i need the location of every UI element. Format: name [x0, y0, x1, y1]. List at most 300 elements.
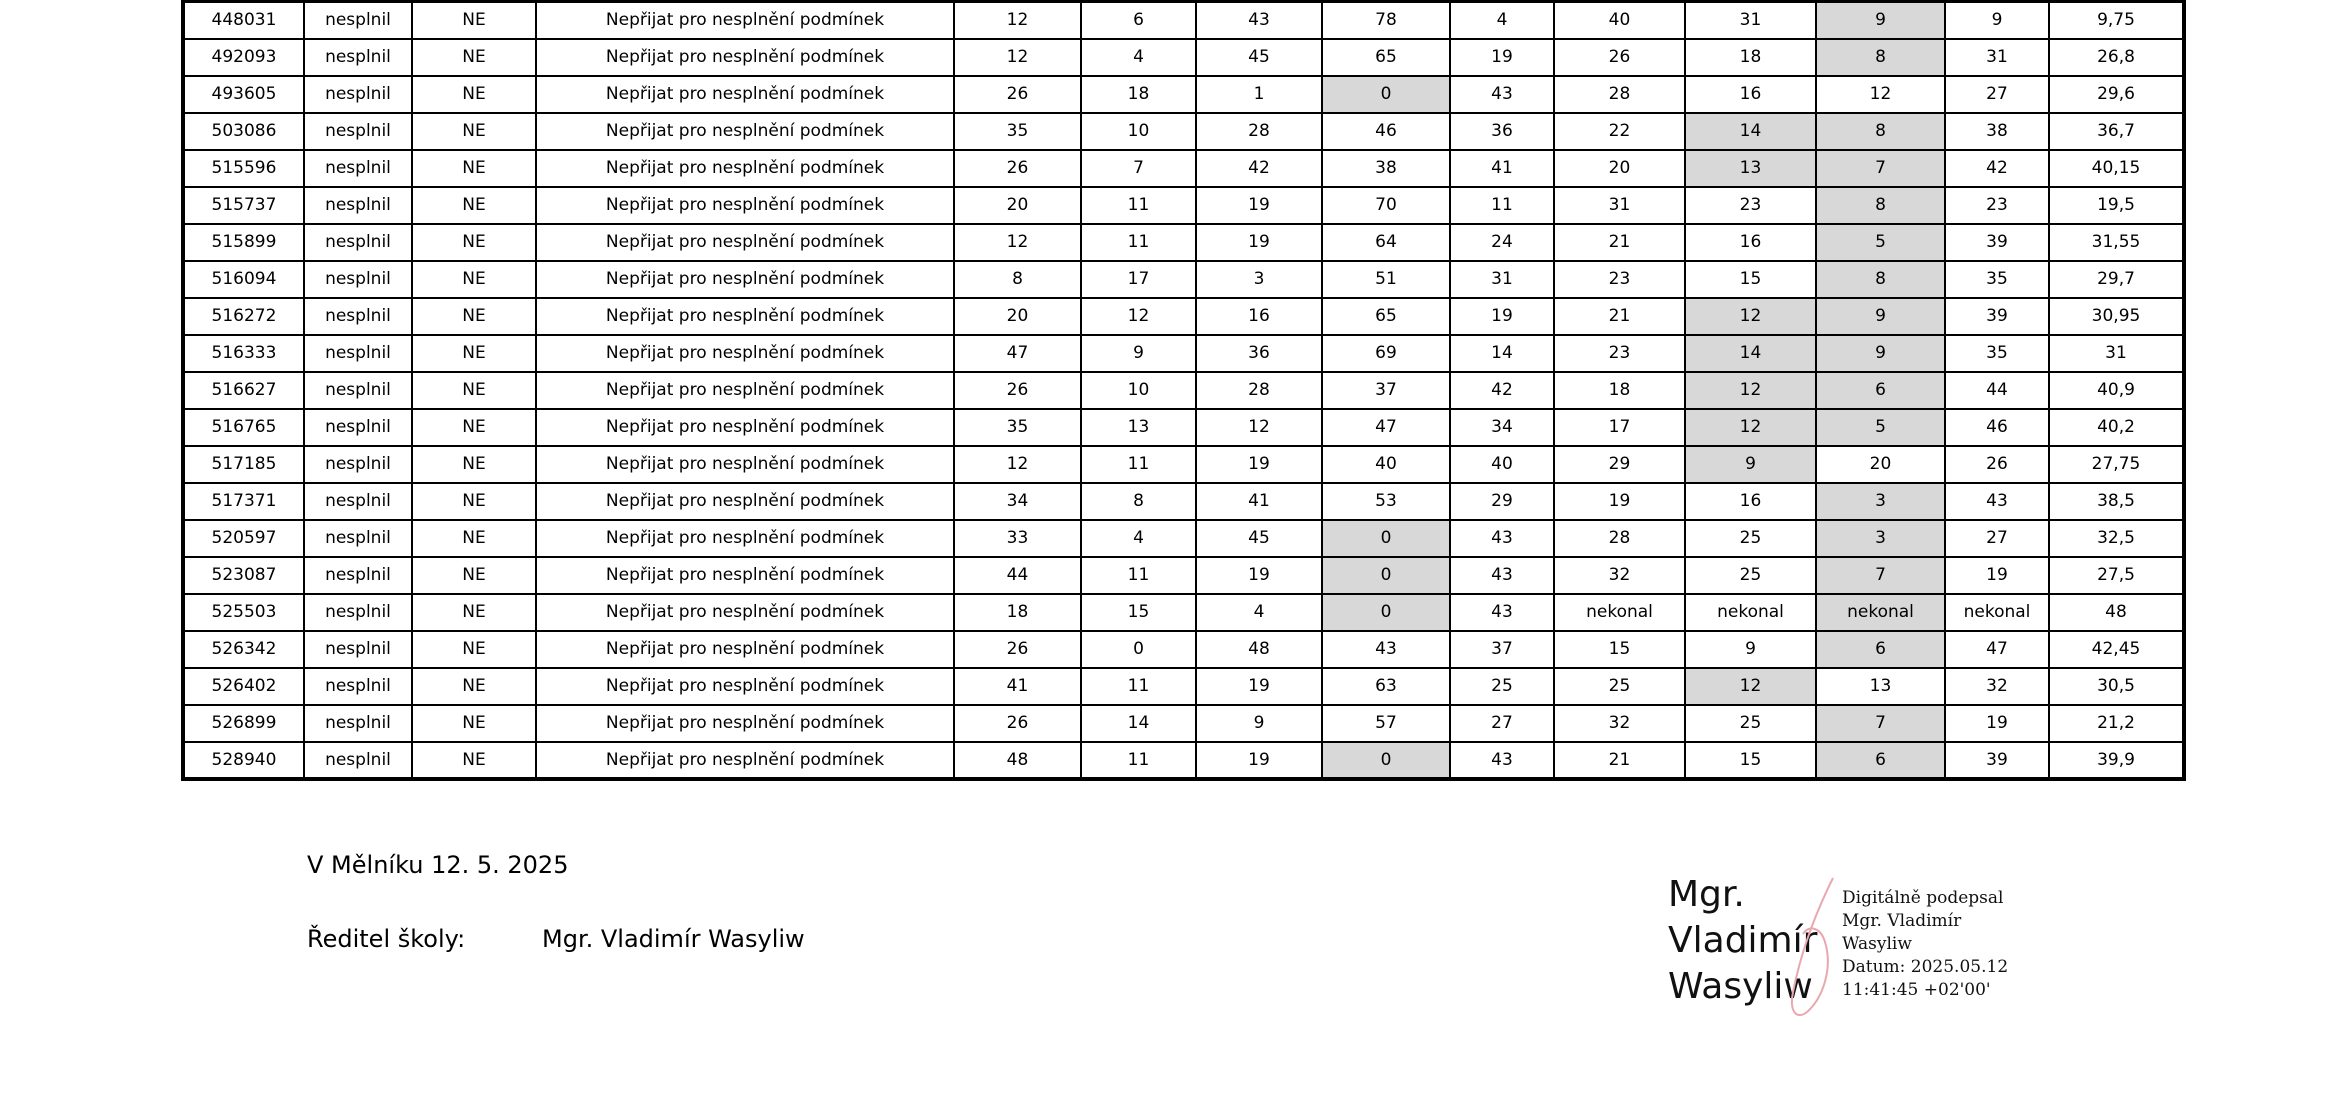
table-cell: 32,5	[2049, 520, 2184, 557]
table-cell: 19	[1196, 224, 1322, 261]
table-cell: 43	[1450, 520, 1554, 557]
table-cell: 19	[1196, 187, 1322, 224]
table-cell: 42,45	[2049, 631, 2184, 668]
table-cell: 34	[1450, 409, 1554, 446]
table-row	[183, 76, 2184, 113]
table-cell: 42	[1196, 150, 1322, 187]
table-cell: Nepřijat pro nesplnění podmínek	[536, 2, 954, 39]
signature-detail-line: 11:41:45 +02'00'	[1842, 980, 1991, 1000]
table-cell: 9	[1196, 705, 1322, 742]
table-cell: 46	[1945, 409, 2049, 446]
table-cell: 18	[1685, 39, 1816, 76]
director-name: Mgr. Vladimír Wasyliw	[542, 925, 805, 953]
table-cell: Nepřijat pro nesplnění podmínek	[536, 76, 954, 113]
table-cell: 26	[954, 372, 1081, 409]
table-cell: Nepřijat pro nesplnění podmínek	[536, 372, 954, 409]
table-cell: 40,2	[2049, 409, 2184, 446]
table-cell: 8	[954, 261, 1081, 298]
table-cell: 13	[1081, 409, 1196, 446]
table-cell: 11	[1081, 446, 1196, 483]
table-cell: Nepřijat pro nesplnění podmínek	[536, 298, 954, 335]
table-cell: 15	[1081, 594, 1196, 631]
table-cell: 516094	[183, 261, 304, 298]
table-cell: nesplnil	[304, 335, 412, 372]
table-cell: NE	[412, 2, 536, 39]
table-cell: 12	[954, 446, 1081, 483]
table-row	[183, 631, 2184, 668]
table-cell: 15	[1685, 742, 1816, 779]
table-cell: 10	[1081, 113, 1196, 150]
table-cell: 5	[1816, 224, 1945, 261]
table-cell: 40,9	[2049, 372, 2184, 409]
table-cell: nesplnil	[304, 557, 412, 594]
table-cell: 51	[1322, 261, 1450, 298]
table-cell: 24	[1450, 224, 1554, 261]
table-cell: 12	[954, 224, 1081, 261]
table-cell: NE	[412, 150, 536, 187]
table-cell: 4	[1081, 39, 1196, 76]
table-cell: 15	[1554, 631, 1685, 668]
table-cell: 38,5	[2049, 483, 2184, 520]
table-cell: Nepřijat pro nesplnění podmínek	[536, 705, 954, 742]
table-cell: 22	[1554, 113, 1685, 150]
table-cell: Nepřijat pro nesplnění podmínek	[536, 742, 954, 779]
table-cell: 48	[1196, 631, 1322, 668]
table-cell: 78	[1322, 2, 1450, 39]
table-cell: 19,5	[2049, 187, 2184, 224]
table-cell: 64	[1322, 224, 1450, 261]
table-cell: 27,5	[2049, 557, 2184, 594]
table-cell: 515737	[183, 187, 304, 224]
table-cell: 47	[954, 335, 1081, 372]
table-cell: 6	[1816, 372, 1945, 409]
table-cell: 45	[1196, 520, 1322, 557]
table-cell: 48	[2049, 594, 2184, 631]
table-cell: 29	[1554, 446, 1685, 483]
table-cell: 30,5	[2049, 668, 2184, 705]
table-cell: 20	[954, 298, 1081, 335]
table-cell: NE	[412, 39, 536, 76]
table-cell: 515596	[183, 150, 304, 187]
table-cell: 36	[1450, 113, 1554, 150]
table-cell: 12	[1816, 76, 1945, 113]
table-cell: 11	[1081, 742, 1196, 779]
table-cell: 40	[1554, 2, 1685, 39]
table-cell: 16	[1685, 224, 1816, 261]
table-cell: Nepřijat pro nesplnění podmínek	[536, 446, 954, 483]
table-cell: NE	[412, 557, 536, 594]
table-cell: NE	[412, 520, 536, 557]
table-cell: Nepřijat pro nesplnění podmínek	[536, 631, 954, 668]
table-cell: 65	[1322, 298, 1450, 335]
table-cell: 16	[1196, 298, 1322, 335]
table-cell: 3	[1816, 520, 1945, 557]
signature-detail-line: Wasyliw	[1842, 934, 1912, 954]
table-cell: 14	[1450, 335, 1554, 372]
table-cell: 39,9	[2049, 742, 2184, 779]
table-cell: 26	[954, 705, 1081, 742]
table-cell: 29	[1450, 483, 1554, 520]
table-cell: nesplnil	[304, 594, 412, 631]
table-cell: nesplnil	[304, 150, 412, 187]
table-cell: 39	[1945, 298, 2049, 335]
table-cell: 20	[1816, 446, 1945, 483]
table-cell: 44	[1945, 372, 2049, 409]
table-cell: 27	[1945, 76, 2049, 113]
table-cell: 26	[1945, 446, 2049, 483]
table-cell: Nepřijat pro nesplnění podmínek	[536, 224, 954, 261]
table-cell: 448031	[183, 2, 304, 39]
table-cell: 43	[1450, 557, 1554, 594]
table-cell: NE	[412, 298, 536, 335]
table-row	[183, 261, 2184, 298]
table-cell: 523087	[183, 557, 304, 594]
table-cell: 25	[1450, 668, 1554, 705]
table-cell: 14	[1685, 335, 1816, 372]
table-cell: Nepřijat pro nesplnění podmínek	[536, 409, 954, 446]
table-cell: 29,7	[2049, 261, 2184, 298]
table-cell: 40	[1450, 446, 1554, 483]
table-cell: 26	[1554, 39, 1685, 76]
table-cell: 29,6	[2049, 76, 2184, 113]
table-cell: Nepřijat pro nesplnění podmínek	[536, 594, 954, 631]
signature-detail-line: Digitálně podepsal	[1842, 888, 2004, 908]
table-row	[183, 557, 2184, 594]
table-cell: 32	[1554, 557, 1685, 594]
results-table-body	[183, 2, 2184, 779]
table-cell: 12	[1685, 409, 1816, 446]
table-cell: 7	[1816, 557, 1945, 594]
table-cell: 40,15	[2049, 150, 2184, 187]
table-cell: 43	[1450, 594, 1554, 631]
table-cell: 516333	[183, 335, 304, 372]
table-cell: 520597	[183, 520, 304, 557]
table-cell: 20	[954, 187, 1081, 224]
table-cell: NE	[412, 594, 536, 631]
digital-signature	[1668, 872, 2008, 1032]
table-cell: 28	[1554, 520, 1685, 557]
table-cell: 35	[954, 113, 1081, 150]
table-cell: 517371	[183, 483, 304, 520]
table-cell: 31	[1945, 39, 2049, 76]
table-cell: 42	[1945, 150, 2049, 187]
table-cell: nesplnil	[304, 39, 412, 76]
table-cell: 526899	[183, 705, 304, 742]
director-label: Ředitel školy:	[307, 925, 466, 953]
table-cell: 53	[1322, 483, 1450, 520]
table-cell: 41	[1196, 483, 1322, 520]
table-cell: 23	[1554, 261, 1685, 298]
table-cell: 6	[1816, 631, 1945, 668]
table-cell: nesplnil	[304, 261, 412, 298]
table-cell: 9	[1816, 335, 1945, 372]
table-cell: nekonal	[1685, 594, 1816, 631]
table-cell: Nepřijat pro nesplnění podmínek	[536, 39, 954, 76]
table-cell: 12	[1685, 372, 1816, 409]
table-cell: 23	[1685, 187, 1816, 224]
table-cell: 19	[1554, 483, 1685, 520]
table-cell: 38	[1945, 113, 2049, 150]
signature-flourish-icon	[1763, 872, 1853, 1022]
table-cell: 9	[1685, 446, 1816, 483]
table-cell: 37	[1322, 372, 1450, 409]
table-cell: 43	[1450, 742, 1554, 779]
table-cell: Nepřijat pro nesplnění podmínek	[536, 261, 954, 298]
table-cell: 6	[1816, 742, 1945, 779]
table-cell: 30,95	[2049, 298, 2184, 335]
table-cell: nesplnil	[304, 483, 412, 520]
table-cell: 4	[1081, 520, 1196, 557]
table-cell: nekonal	[1554, 594, 1685, 631]
table-row	[183, 2, 2184, 39]
table-cell: nesplnil	[304, 409, 412, 446]
table-cell: 11	[1081, 187, 1196, 224]
table-cell: 21	[1554, 298, 1685, 335]
table-cell: 3	[1196, 261, 1322, 298]
table-cell: 7	[1816, 705, 1945, 742]
table-cell: Nepřijat pro nesplnění podmínek	[536, 668, 954, 705]
signature-name-line: Mgr.	[1668, 874, 1745, 915]
table-cell: 528940	[183, 742, 304, 779]
table-cell: 63	[1322, 668, 1450, 705]
signature-name-line: Wasyliw	[1668, 966, 1813, 1007]
table-cell: 47	[1322, 409, 1450, 446]
table-cell: 19	[1196, 446, 1322, 483]
table-row	[183, 150, 2184, 187]
table-cell: 28	[1196, 113, 1322, 150]
table-cell: NE	[412, 372, 536, 409]
table-row	[183, 446, 2184, 483]
table-cell: nesplnil	[304, 224, 412, 261]
table-row	[183, 39, 2184, 76]
table-cell: 11	[1081, 224, 1196, 261]
table-cell: 26	[954, 150, 1081, 187]
table-cell: 503086	[183, 113, 304, 150]
table-cell: 526342	[183, 631, 304, 668]
table-cell: 9,75	[2049, 2, 2184, 39]
table-cell: 35	[954, 409, 1081, 446]
table-cell: 57	[1322, 705, 1450, 742]
table-cell: 43	[1322, 631, 1450, 668]
table-row	[183, 335, 2184, 372]
table-cell: 25	[1685, 520, 1816, 557]
table-cell: 12	[954, 2, 1081, 39]
table-cell: 19	[1945, 557, 2049, 594]
table-cell: 526402	[183, 668, 304, 705]
table-cell: 31	[1685, 2, 1816, 39]
table-cell: 4	[1196, 594, 1322, 631]
table-cell: 65	[1322, 39, 1450, 76]
table-cell: 9	[1816, 298, 1945, 335]
table-cell: 8	[1816, 113, 1945, 150]
table-cell: Nepřijat pro nesplnění podmínek	[536, 557, 954, 594]
place-date: V Mělníku 12. 5. 2025	[307, 851, 569, 879]
table-cell: NE	[412, 409, 536, 446]
table-cell: nesplnil	[304, 446, 412, 483]
table-cell: 0	[1081, 631, 1196, 668]
table-cell: nesplnil	[304, 113, 412, 150]
table-cell: Nepřijat pro nesplnění podmínek	[536, 113, 954, 150]
table-cell: 43	[1196, 2, 1322, 39]
table-cell: NE	[412, 446, 536, 483]
table-cell: 47	[1945, 631, 2049, 668]
table-cell: 525503	[183, 594, 304, 631]
table-cell: 69	[1322, 335, 1450, 372]
table-cell: 46	[1322, 113, 1450, 150]
table-cell: 23	[1945, 187, 2049, 224]
table-cell: 12	[1196, 409, 1322, 446]
table-row	[183, 594, 2184, 631]
table-row	[183, 187, 2184, 224]
table-cell: 43	[1450, 76, 1554, 113]
table-cell: 0	[1322, 742, 1450, 779]
table-cell: 19	[1196, 668, 1322, 705]
table-cell: 515899	[183, 224, 304, 261]
table-cell: NE	[412, 187, 536, 224]
table-cell: 516272	[183, 298, 304, 335]
table-cell: 21	[1554, 742, 1685, 779]
table-cell: 31	[2049, 335, 2184, 372]
table-cell: 21	[1554, 224, 1685, 261]
table-cell: 5	[1816, 409, 1945, 446]
table-cell: 12	[1685, 668, 1816, 705]
table-cell: nesplnil	[304, 631, 412, 668]
table-cell: 1	[1196, 76, 1322, 113]
table-cell: nesplnil	[304, 742, 412, 779]
table-cell: 11	[1081, 668, 1196, 705]
table-cell: 0	[1322, 76, 1450, 113]
table-row	[183, 409, 2184, 446]
table-cell: 27,75	[2049, 446, 2184, 483]
table-cell: 11	[1450, 187, 1554, 224]
table-cell: 9	[1945, 2, 2049, 39]
table-cell: 33	[954, 520, 1081, 557]
table-cell: 44	[954, 557, 1081, 594]
table-cell: 41	[954, 668, 1081, 705]
table-cell: 19	[1450, 39, 1554, 76]
table-cell: 11	[1081, 557, 1196, 594]
table-cell: 25	[1554, 668, 1685, 705]
table-cell: 17	[1554, 409, 1685, 446]
table-cell: 15	[1685, 261, 1816, 298]
table-cell: 23	[1554, 335, 1685, 372]
signature-detail-line: Datum: 2025.05.12	[1842, 957, 2009, 977]
table-cell: NE	[412, 224, 536, 261]
table-row	[183, 705, 2184, 742]
table-cell: 4	[1450, 2, 1554, 39]
table-row	[183, 520, 2184, 557]
table-cell: 39	[1945, 224, 2049, 261]
table-cell: 45	[1196, 39, 1322, 76]
table-cell: NE	[412, 335, 536, 372]
table-cell: 18	[954, 594, 1081, 631]
table-cell: 6	[1081, 2, 1196, 39]
table-cell: 18	[1554, 372, 1685, 409]
table-cell: 34	[954, 483, 1081, 520]
table-cell: 12	[1685, 298, 1816, 335]
table-cell: Nepřijat pro nesplnění podmínek	[536, 187, 954, 224]
table-cell: 39	[1945, 742, 2049, 779]
table-cell: 8	[1816, 187, 1945, 224]
table-cell: 27	[1945, 520, 2049, 557]
table-cell: nesplnil	[304, 668, 412, 705]
table-cell: 7	[1816, 150, 1945, 187]
table-cell: 16	[1685, 76, 1816, 113]
table-cell: 19	[1196, 742, 1322, 779]
table-cell: 31,55	[2049, 224, 2184, 261]
table-cell: 7	[1081, 150, 1196, 187]
table-cell: NE	[412, 113, 536, 150]
table-cell: 16	[1685, 483, 1816, 520]
table-cell: nesplnil	[304, 76, 412, 113]
table-row	[183, 372, 2184, 409]
table-cell: 9	[1816, 2, 1945, 39]
table-cell: 21,2	[2049, 705, 2184, 742]
table-cell: 8	[1816, 39, 1945, 76]
table-cell: 35	[1945, 261, 2049, 298]
table-cell: NE	[412, 631, 536, 668]
table-cell: 18	[1081, 76, 1196, 113]
table-row	[183, 224, 2184, 261]
table-cell: 32	[1945, 668, 2049, 705]
table-cell: 8	[1081, 483, 1196, 520]
table-cell: 26	[954, 76, 1081, 113]
table-cell: 43	[1945, 483, 2049, 520]
table-cell: Nepřijat pro nesplnění podmínek	[536, 483, 954, 520]
table-cell: 12	[954, 39, 1081, 76]
table-cell: 19	[1945, 705, 2049, 742]
signature-name-line: Vladimír	[1668, 920, 1818, 961]
table-row	[183, 668, 2184, 705]
table-cell: 516765	[183, 409, 304, 446]
table-cell: 28	[1554, 76, 1685, 113]
table-cell: 9	[1685, 631, 1816, 668]
table-cell: nesplnil	[304, 520, 412, 557]
table-cell: 31	[1554, 187, 1685, 224]
table-cell: nesplnil	[304, 705, 412, 742]
table-cell: 0	[1322, 557, 1450, 594]
table-cell: 19	[1450, 298, 1554, 335]
table-cell: 8	[1816, 261, 1945, 298]
table-cell: nekonal	[1945, 594, 2049, 631]
table-cell: 3	[1816, 483, 1945, 520]
table-cell: NE	[412, 76, 536, 113]
table-cell: NE	[412, 742, 536, 779]
table-cell: Nepřijat pro nesplnění podmínek	[536, 335, 954, 372]
table-cell: nekonal	[1816, 594, 1945, 631]
table-cell: 20	[1554, 150, 1685, 187]
table-cell: nesplnil	[304, 298, 412, 335]
table-cell: 0	[1322, 594, 1450, 631]
table-cell: 36	[1196, 335, 1322, 372]
table-cell: 14	[1685, 113, 1816, 150]
table-cell: 492093	[183, 39, 304, 76]
table-cell: 9	[1081, 335, 1196, 372]
table-cell: NE	[412, 261, 536, 298]
table-row	[183, 113, 2184, 150]
table-row	[183, 298, 2184, 335]
table-cell: 493605	[183, 76, 304, 113]
table-cell: 36,7	[2049, 113, 2184, 150]
table-cell: 517185	[183, 446, 304, 483]
table-row	[183, 742, 2184, 779]
table-cell: 25	[1685, 557, 1816, 594]
table-cell: NE	[412, 705, 536, 742]
table-cell: 14	[1081, 705, 1196, 742]
table-cell: 26	[954, 631, 1081, 668]
table-cell: 40	[1322, 446, 1450, 483]
table-row	[183, 483, 2184, 520]
